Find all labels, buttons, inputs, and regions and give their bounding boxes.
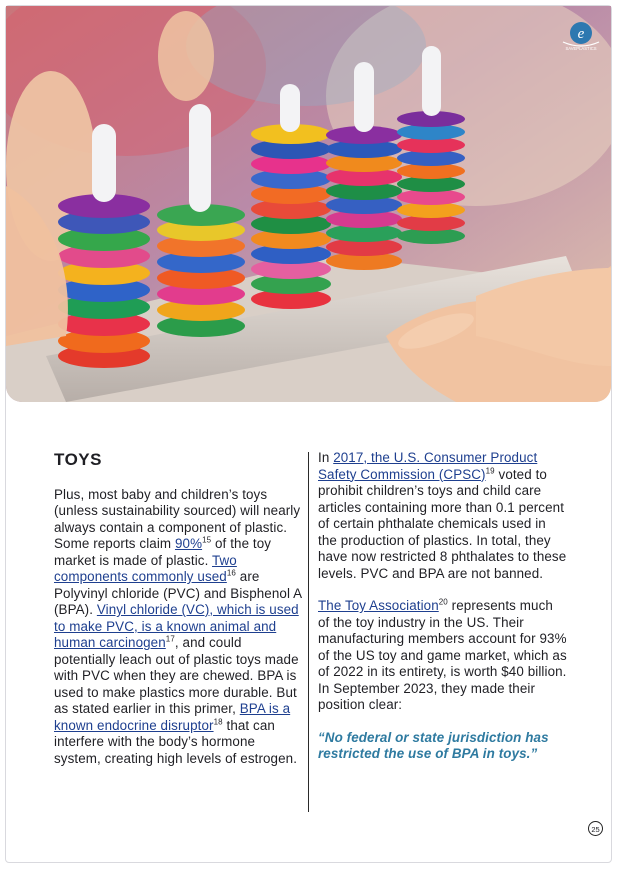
text-run: In [318,450,334,465]
footnote-15: 15 [202,535,212,545]
link-cpsc[interactable]: 2017, the U.S. Consumer Product Safety Commission (CPSC) [318,450,538,482]
text-run: , and could potentially leach out of plastic toys made with PVC when they are chewed. BPA is used to make plastics more durable. But as stated earlier in this primer, [54,635,299,716]
toys-paragraph [54,487,302,768]
link-toy-association[interactable]: The Toy Association [318,598,439,613]
link-two-components[interactable]: Two components commonly used [54,552,237,584]
footnote-19: 19 [485,466,495,476]
text-run: that can interfere with the body’s hormone system, creating high levels of estrogen. [54,717,298,766]
left-column [54,452,302,767]
footnote-20: 20 [438,597,448,607]
text-run: represents much of the toy industry in the US. Their manufacturing members account for 93% of the US toy and game market, which as of 2022 in its entirety, is worth $40 billion. In September 2023, they made their position clear: [318,598,567,712]
footnote-18: 18 [213,717,223,727]
bpa-quote: “No federal or state jurisdiction has restricted the use of BPA in toys.” [318,729,549,761]
footnote-17: 17 [165,634,175,644]
svg-text:e: e [577,26,585,42]
text-run: of the toy market is made of plastic. [54,536,272,568]
column-divider [308,452,309,812]
link-90-percent[interactable]: 90% [174,536,203,551]
hero-photo [6,6,611,402]
svg-text:SAVEPLASTICS: SAVEPLASTICS [565,46,597,51]
right-column [318,450,568,763]
toy-association-paragraph [318,598,568,714]
page-number: 25 [588,821,603,836]
text-run: Plus, most baby and children’s toys (unless sustainability sourced) will nearly always contain a component of plastic. Some reports claim [54,486,301,551]
cpsc-paragraph [318,450,568,582]
footnote-16: 16 [226,568,236,578]
stacking-toys-illustration [6,6,611,402]
link-bpa-endocrine[interactable]: BPA is a known endocrine disruptor [54,701,291,733]
text-run: voted to prohibit children’s toys and child care articles containing more than 0.1 percent of certain phthalate chemicals used in the production of plastics. In total, they have now restricted 8 phthalates to these levels. PVC and BPA are not banned. [318,466,567,581]
section-title: TOYS [54,450,102,469]
saveplastics-logo [560,20,602,52]
text-run: are Polyvinyl chloride (PVC) and Bisphenol A (BPA). [54,569,302,617]
link-vinyl-chloride[interactable]: Vinyl chloride (VC), which is used to make PVC, is a known animal and human carcinogen [54,602,299,650]
